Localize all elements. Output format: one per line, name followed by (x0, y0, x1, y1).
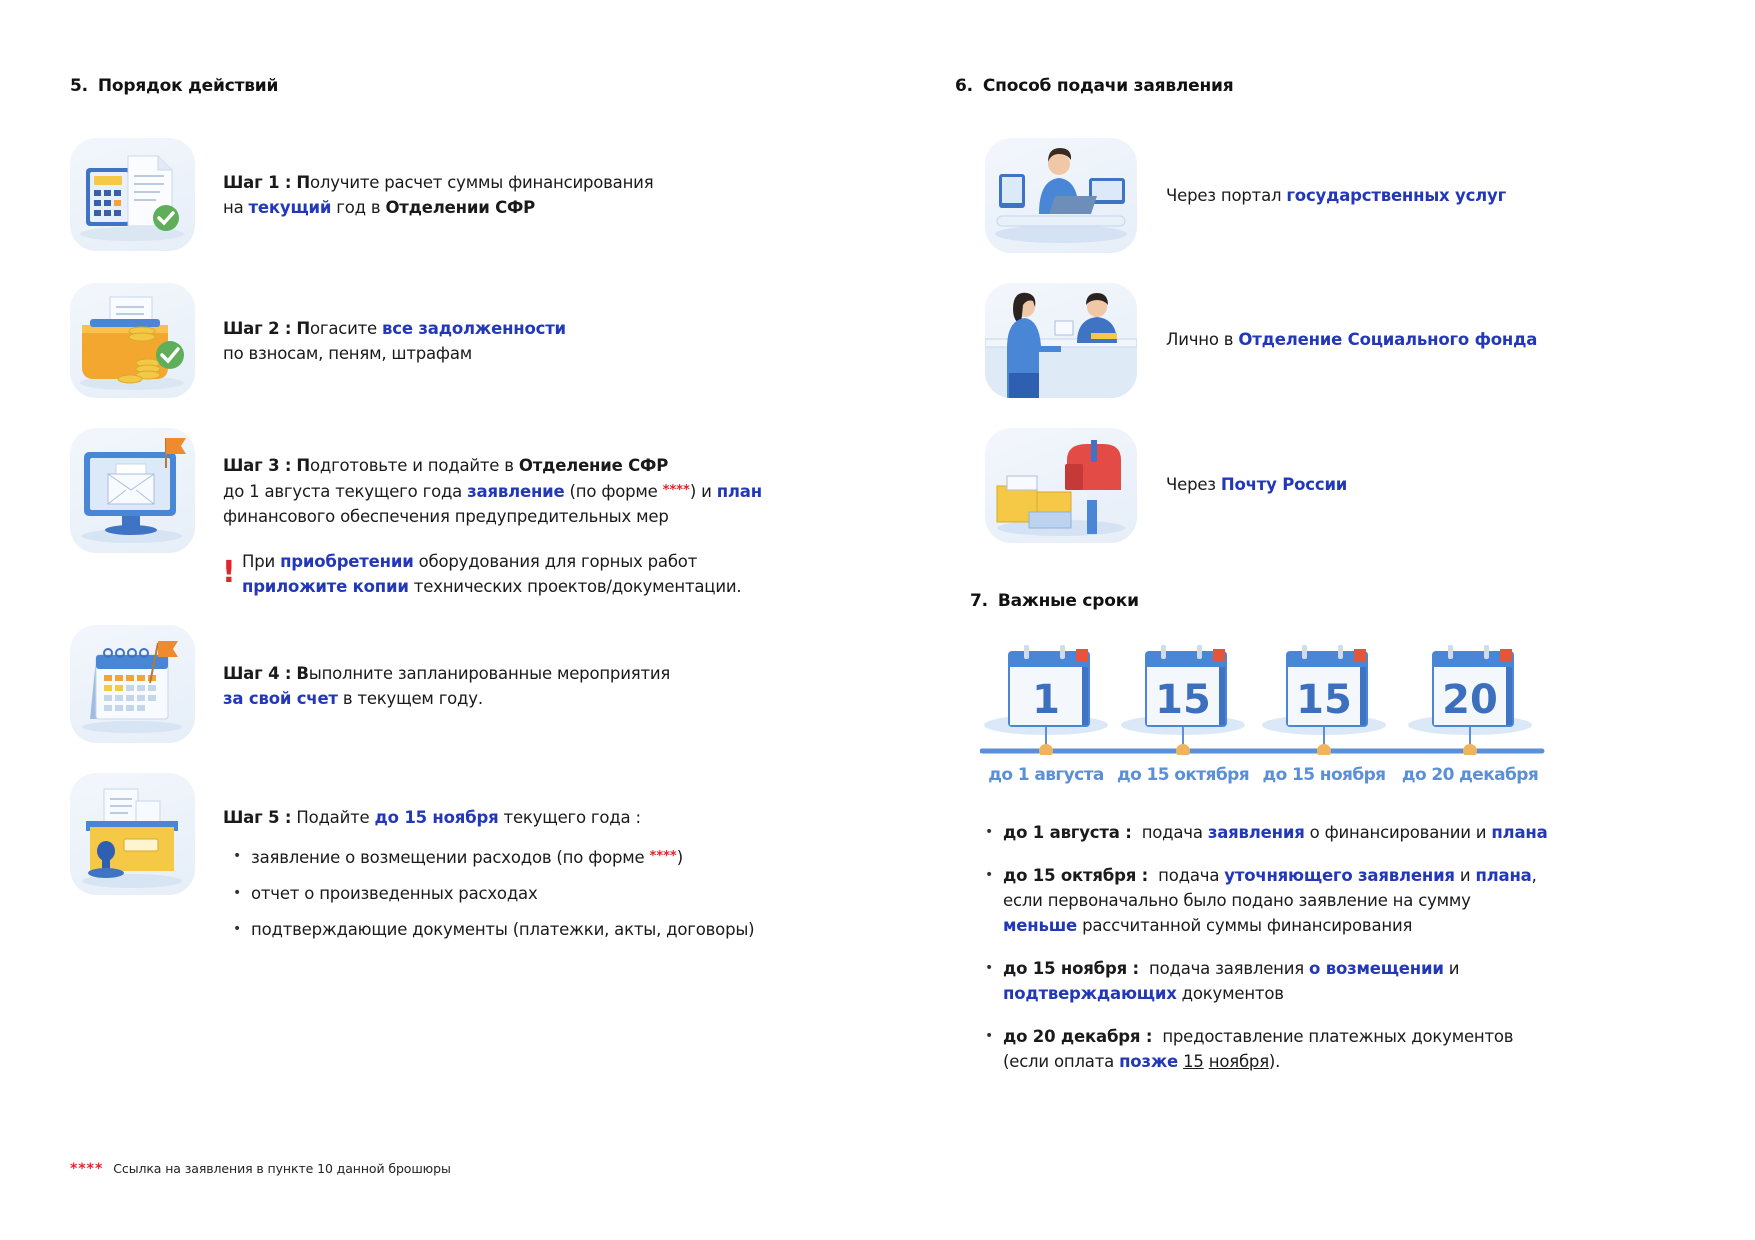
wallet-coins-icon (70, 283, 195, 398)
deadline-text: предоставление платежных документов (1152, 1027, 1514, 1046)
deadline-text: , (1531, 866, 1537, 885)
timeline-date-label: до 15 ноября (1262, 765, 1386, 785)
highlighted-term: заявления (1207, 823, 1305, 842)
deadline-timeline (980, 645, 1560, 795)
section-6-heading: 6. Способ подачи заявления (955, 76, 1234, 96)
step-5-bullet-list (233, 844, 833, 942)
section-7-heading: 7. Важные сроки (970, 591, 1139, 611)
deadline-text: и (1454, 866, 1476, 885)
timeline-marker (1176, 744, 1190, 755)
deadline-item-dec: • до 20 декабря : предоставление платежных документов (если оплата позже 15 ноября). (985, 1024, 1605, 1074)
calendar-side (1506, 667, 1512, 725)
timeline-date-label: до 1 августа (988, 765, 1104, 785)
calendar-ring (1484, 645, 1489, 659)
footnote: **** Ссылка на заявления в пункте 10 данной брошюры (70, 1161, 451, 1177)
calendar-day-number: 15 (1155, 677, 1211, 723)
step-3-note: При приобретении оборудования для горных работ приложите копии технических проектов/документации. (242, 552, 742, 596)
step-3-text: Шаг 3 : Подготовьте и подайте в Отделение СФР до 1 августа текущего года заявление (по форме ****) и план финансового обеспечения предупредительных мер (223, 456, 762, 526)
timeline-graphic (980, 645, 1560, 755)
archive-box-stamp-icon (70, 773, 195, 895)
calendar-flag-icon (70, 625, 195, 743)
highlighted-term: о возмещении (1309, 959, 1444, 978)
highlighted-term: уточняющего заявления (1224, 866, 1455, 885)
highlighted-term: плана (1475, 866, 1532, 885)
list-item: • отчет о произведенных расходах (233, 881, 833, 906)
calendar-side (1082, 667, 1088, 725)
calendar-ring (1197, 645, 1202, 659)
deadline-text: и (1443, 959, 1460, 978)
deadline-text: подача (1148, 866, 1225, 885)
mailbox-icon (985, 428, 1137, 543)
method-portal: Через портал государственных услуг (1166, 186, 1507, 205)
calendar-side (1360, 667, 1366, 725)
deadline-item-aug: • до 1 августа : подача заявления о финансировании и плана (985, 820, 1605, 845)
calculator-document-icon (70, 138, 195, 251)
timeline-marker (1039, 744, 1053, 755)
operator-at-computer-icon (985, 138, 1137, 253)
calendar-ring (1338, 645, 1343, 659)
calendar-ring (1161, 645, 1166, 659)
deadline-item-oct: • до 15 октября : подача уточняющего заявления и плана, если первоначально было подано заявление на сумму меньше рассчитанной суммы финансирования (985, 863, 1605, 938)
step-2-text: Шаг 2 : Погасите все задолженности по взносам, пеням, штрафам (223, 319, 566, 363)
timeline-marker (1463, 744, 1477, 755)
calendar-day-number: 15 (1296, 677, 1352, 723)
step-1-text: Шаг 1 : Получите расчет суммы финансирования на текущий год в Отделении СФР (223, 173, 654, 217)
list-item: • заявление о возмещении расходов (по форме ****) (233, 844, 833, 870)
method-post: Через Почту России (1166, 475, 1348, 494)
calendar-day-number: 1 (1032, 677, 1060, 723)
step-4-text: Шаг 4 : Выполните запланированные мероприятия за свой счет в текущем году. (223, 664, 671, 708)
calendar-ring (1448, 645, 1453, 659)
calendar-ring (1060, 645, 1065, 659)
method-in-person: Лично в Отделение Социального фонда (1166, 330, 1538, 349)
deadline-text: о финансировании и (1304, 823, 1492, 842)
calendar-day-number: 20 (1442, 677, 1498, 723)
calendar-bookmark (1354, 649, 1366, 661)
calendar-bookmark (1076, 649, 1088, 661)
deadline-list (985, 820, 1605, 1074)
calendar-bookmark (1500, 649, 1512, 661)
calendar-ring (1302, 645, 1307, 659)
calendar-ring (1024, 645, 1029, 659)
list-item: • подтверждающие документы (платежки, акты, договоры) (233, 917, 833, 942)
deadline-text: подача (1131, 823, 1208, 842)
office-counter-icon (985, 283, 1137, 398)
timeline-date-label: до 15 октября (1116, 765, 1250, 785)
step-5-text: Шаг 5 : Подайте до 15 ноября текущего года : (223, 808, 641, 827)
highlighted-term: плана (1491, 823, 1548, 842)
timeline-marker (1317, 744, 1331, 755)
calendar-side (1219, 667, 1225, 725)
timeline-date-label: до 20 декабря (1401, 765, 1539, 785)
section-5-heading: 5. Порядок действий (70, 76, 279, 96)
computer-envelope-icon (70, 428, 195, 553)
warning-exclamation-icon: ! (222, 555, 236, 590)
calendar-bookmark (1213, 649, 1225, 661)
deadline-item-nov: • до 15 ноября : подача заявления о возмещении и подтверждающих документов (985, 956, 1605, 1006)
deadline-text: подача заявления (1138, 959, 1310, 978)
